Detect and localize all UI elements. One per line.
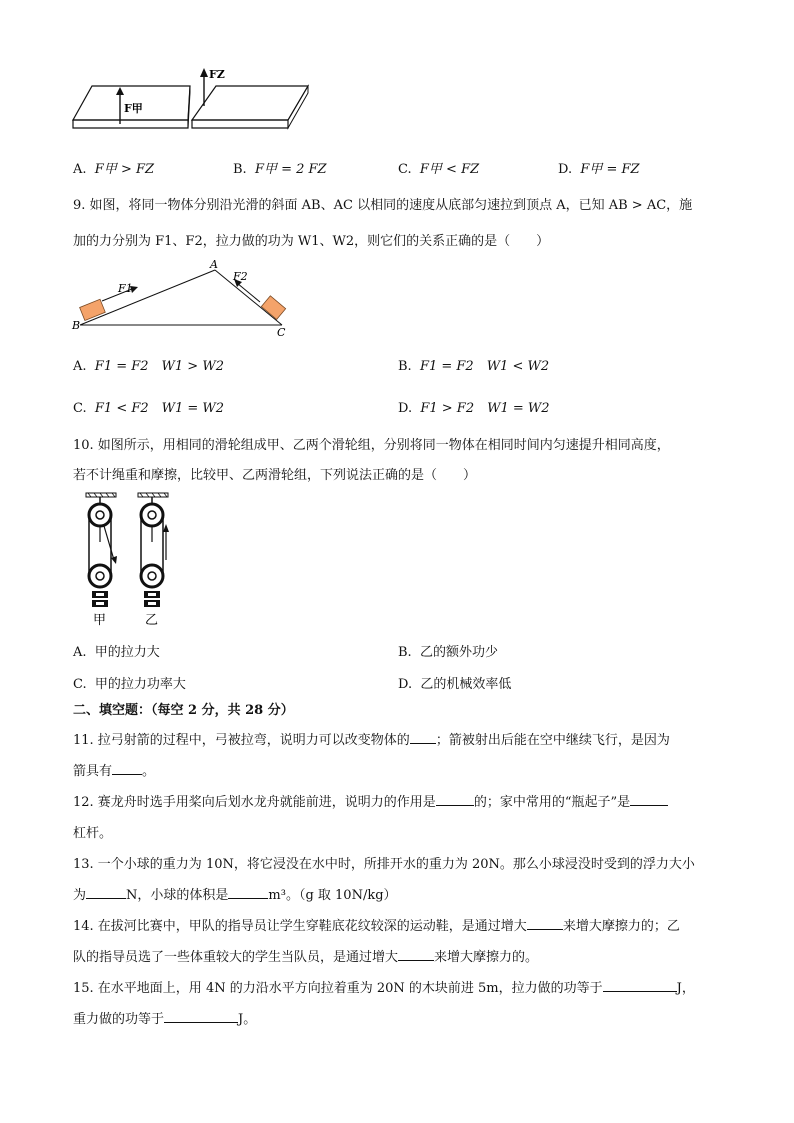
q11-blank-2[interactable] — [112, 762, 142, 775]
incline-figure — [70, 258, 300, 340]
q12-blank-2[interactable] — [630, 793, 668, 806]
q10-option-a[interactable]: A. 甲的拉力大 — [73, 645, 160, 660]
label-jia: 甲 — [93, 613, 107, 628]
q12-blank-1[interactable] — [436, 793, 474, 806]
q13-blank-2[interactable] — [228, 886, 268, 899]
pulley-yi-moving — [141, 565, 163, 587]
q10-option-c[interactable]: C. 甲的拉力功率大 — [73, 677, 186, 692]
q9-stem-line2: 加的力分别为 F1、F2，拉力做的功为 W1、W2，则它们的关系正确的是（ ） — [73, 234, 550, 249]
arrow-jia-pull — [111, 556, 117, 564]
q13-blank-1[interactable] — [86, 886, 126, 899]
q9-option-b[interactable]: B. F1 = F2 W1 < W2 — [398, 359, 550, 374]
q12-line2: 杠杆。 — [73, 826, 113, 841]
q9-option-d[interactable]: D. F1 > F2 W1 = W2 — [398, 401, 550, 416]
block-ab — [80, 299, 106, 320]
q15-blank-2[interactable] — [164, 1010, 238, 1023]
q14-line2: 队的指导员选了一些体重较大的学生当队员，是通过增大 来增大摩擦力的。 — [73, 950, 539, 965]
arrow-yi-pull — [163, 524, 169, 532]
q13-line1: 13. 一个小球的重力为 10N，将它浸没在水中时，所排开水的重力为 20N。那么小球浸没时受到的浮力大小 — [73, 857, 695, 872]
pulley-jia-fixed — [89, 504, 111, 526]
q10-option-d[interactable]: D. 乙的机械效率低 — [398, 677, 512, 692]
q8-option-c[interactable]: C. F甲 < FZ — [398, 162, 480, 177]
q15-line1: 15. 在水平地面上，用 4N 的力沿水平方向拉着重为 20N 的木块前进 5m，拉力做的功等于 J， — [73, 981, 695, 996]
arrowhead-jia — [116, 87, 124, 95]
q15-line2: 重力做的功等于 J。 — [73, 1012, 257, 1027]
label-f1: F1 — [118, 282, 133, 295]
q9-option-c[interactable]: C. F1 < F2 W1 = W2 — [73, 401, 225, 416]
plates-figure — [70, 62, 330, 134]
label-f-jia: F甲 — [124, 102, 143, 115]
q8-option-a[interactable]: A. F甲 > FZ — [73, 162, 155, 177]
block-ac — [261, 296, 285, 320]
q9-option-a[interactable]: A. F1 = F2 W1 > W2 — [73, 359, 224, 374]
q11-line2: 箭具有 。 — [73, 764, 156, 779]
q8-option-b[interactable]: B. F甲 = 2 FZ — [233, 162, 327, 177]
q13-line2: 为 N，小球的体积是 m³。（g 取 10N/kg） — [73, 888, 397, 903]
label-f2: F2 — [233, 270, 248, 283]
force-arrow-f2 — [237, 283, 260, 302]
q15-blank-1[interactable] — [603, 979, 677, 992]
label-yi: 乙 — [145, 613, 159, 628]
q11-blank-1[interactable] — [410, 731, 436, 744]
q14-blank-1[interactable] — [527, 917, 563, 930]
plate-yi-side — [288, 86, 308, 128]
pulley-yi-fixed — [141, 504, 163, 526]
q12-line1: 12. 赛龙舟时选手用桨向后划水龙舟就能前进，说明力的作用是 的；家中常用的“瓶起子”是 — [73, 791, 668, 810]
label-c: C — [277, 326, 286, 339]
label-f-yi: FZ — [209, 68, 225, 81]
plate-jia-side — [188, 86, 190, 128]
arrowhead-yi — [200, 68, 208, 77]
label-a: A — [210, 258, 218, 271]
pulley-figure — [76, 490, 186, 630]
plate-yi-edge — [192, 120, 288, 128]
plate-jia-edge — [73, 120, 188, 128]
q11-line1: 11. 拉弓射箭的过程中，弓被拉弯，说明力可以改变物体的 ；箭被射出后能在空中继续飞行，是因为 — [73, 733, 670, 748]
q10-option-b[interactable]: B. 乙的额外功少 — [398, 645, 498, 660]
label-b: B — [72, 319, 81, 332]
q14-line1: 14. 在拔河比赛中，甲队的指导员让学生穿鞋底花纹较深的运动鞋，是通过增大 来增大摩擦力的；乙 — [73, 919, 680, 934]
q8-option-d[interactable]: D. F甲 = FZ — [558, 162, 640, 177]
pulley-jia-moving — [89, 565, 111, 587]
q10-stem-line2: 若不计绳重和摩擦，比较甲、乙两滑轮组，下列说法正确的是（ ） — [73, 468, 477, 483]
incline-ab — [80, 270, 215, 325]
section-fill-in-title: 二、填空题：（每空 2 分，共 28 分） — [73, 703, 294, 718]
q10-stem-line1: 10. 如图所示，用相同的滑轮组成甲、乙两个滑轮组，分别将同一物体在相同时间内匀速提升相同高度， — [73, 438, 670, 453]
q9-stem-line1: 9. 如图，将同一物体分别沿光滑的斜面 AB、AC 以相同的速度从底部匀速拉到顶点 A，已知 AB > AC，施 — [73, 198, 693, 213]
q14-blank-2[interactable] — [398, 948, 434, 961]
